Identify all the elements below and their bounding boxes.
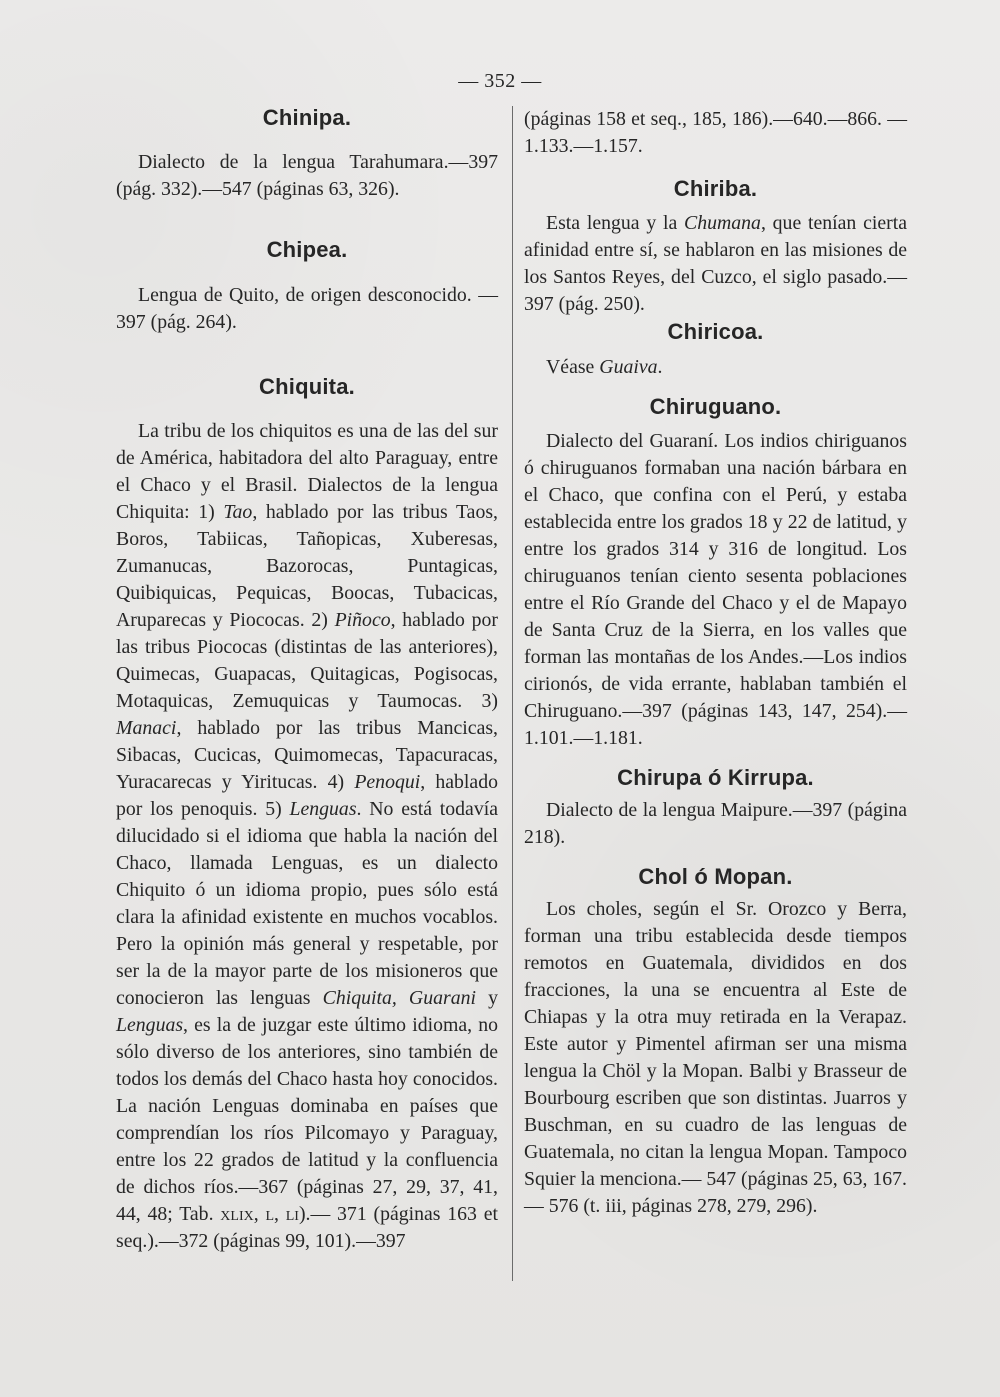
entry-chiruguano [524,394,907,752]
entry-title-chol: Chol ó Mopan. [638,864,793,890]
text-segment: , que tenían cierta afinidad entre sí, se hablaron en las misiones de los Santos Reyes, del Cuzco, el siglo pasado.—397 (pág. 250). [524,212,908,316]
entry-title-chipea: Chipea. [266,237,348,263]
italic-term: Lenguas [289,797,357,820]
text-segment: , [253,1202,266,1225]
entry-text-chiquita [116,418,498,1255]
entry-text-chiriba [524,210,907,318]
italic-term: Manaci [116,716,177,739]
continued-text: (páginas 158 et seq., 185, 186).—640.—866. —1.133.—1.157. [524,108,907,157]
entry-text-chinipa: Dialecto de la lengua Tarahumara.—397 (pág. 332).—547 (páginas 63, 326). [116,151,498,201]
entry-title-chiricoa: Chiricoa. [667,319,764,345]
text-segment: , es la de juzgar este último idioma, no sólo diverso de los anteriores, sino también de todos los demás del Chaco hasta hoy conocidos. La nación Lenguas dominaba en países que comprendían los ríos Pilcomayo y Paraguay, entre los 22 grados de latitud y la confluencia de dichos ríos.—367 (páginas 27, 29, 37, 41, 44, 48; Tab. [116,1013,498,1225]
entry-text-chipea: Lengua de Quito, de origen desconocido. —397 (pág. 264). [116,283,498,333]
text-segment: Esta lengua y la [546,212,685,235]
entry-text-chiruguano: Dialecto del Guaraní. Los indios chiriguanos ó chiruguanos formaban una nación bárbara en el Chaco, que confina con el Perú, y estaba establecida entre los grados 18 y 22 de latitud, y entre los grados 314 y 316 de longitud. Los chiruguanos tenían ciento sesenta poblaciones entre el Río Grande del Chaco y el de Mapayo de Santa Cruz de la Sierra, en los valles que forman las montañas de los Andes.—Los indios cirionós, de vida errante, hablaban también el Chiruguano.—397 (páginas 143, 147, 254).—1.101.—1.181. [524,429,907,749]
entry-title-chinipa: Chinipa. [262,105,352,130]
right-column [524,98,907,1220]
text-segment: , [274,1202,286,1225]
entry-chinipa [116,105,498,203]
entry-chol [524,864,907,1220]
italic-term: Chumana [684,212,761,235]
roman-numeral: l [265,1202,275,1225]
entry-title-chiquita: Chiquita. [259,373,355,399]
entry-chipea [116,237,498,335]
italic-term: Piñoco [334,608,391,631]
italic-term: Penoqui [354,770,421,793]
roman-numeral: li [285,1202,299,1225]
entry-title-chiriba: Chiriba. [673,176,758,201]
entry-text-chol: Los choles, según el Sr. Orozco y Berra, forman una tribu establecida desde tiempos remotos en Guatemala, divididos en dos fracciones, la una se encuentra al Este de Chiapas y la otra muy retirada en la Verapaz. Este autor y Pimentel afirman ser una misma lengua la Chöl y la Mopan. Balbi y Brasseur de Bourbourg escriben que son distintas. Juarros y Buschman, en su cuadro de las lenguas de Guatemala, no citan la lengua Mopan. Tampoco Squier la menciona.— 547 (páginas 25, 63, 167.— 576 (t. iii, páginas 278, 279, 296). [524,898,907,1218]
entry-chiriba [524,176,907,318]
text-segment: , hablado por las tribus Mancicas, Sibacas, Cucicas, Quimomecas, Tapacuracas, Yuracarecas y Yiritucas. 4) [116,716,498,793]
entry-text-chiricoa [524,354,907,381]
text-segment: ).— 371 (páginas 163 et seq.).—372 (páginas 99, 101).—397 [116,1202,498,1252]
column-divider [512,106,513,1281]
text-segment: Véase [546,355,600,378]
page-number: — 352 — [458,70,542,92]
italic-term: Chiquita, Guarani [322,986,476,1009]
entry-title-chirupa: Chirupa ó Kirrupa. [617,764,814,790]
text-segment: , hablado por las tribus Piococas (distintas de las anteriores), Quimecas, Guapacas, Quitagicas, Pogisocas, Motaquicas, Zemuquicas y Taumocas. 3) [116,608,498,712]
entry-chiricoa [524,319,907,380]
text-segment: , hablado por los penoquis. 5) [116,770,498,820]
text-segment: y [475,986,498,1009]
entry-text-chirupa: Dialecto de la lengua Maipure.—397 (página 218). [524,799,907,849]
left-column [116,98,498,1255]
italic-term: Lenguas [116,1013,184,1036]
entry-chirupa [524,765,907,851]
text-segment: La tribu de los chiquitos es una de las del sur de América, habitadora del alto Paraguay, entre el Chaco y el Brasil. Dialectos de la lengua Chiquita: 1) [116,419,498,523]
text-segment: . No está todavía dilucidado si el idioma que habla la nación del Chaco, llamada Lenguas, es un dialecto Chiquito ó un idioma propio, pues sólo está clara la afinidad existente en muchos vocablos. Pero la opinión más general y respetable, por ser la de la mayor parte de los misioneros que conocieron las lenguas [116,797,498,1009]
entry-chiquita [116,374,498,1255]
roman-numeral: xlix [220,1202,254,1225]
text-segment: , hablado por las tribus Taos, Boros, Tabiicas, Tañopicas, Xuberesas, Zumanucas, Bazorocas, Puntagicas, Quibiquicas, Pequicas, Boocas, Tubacicas, Aruparecas y Piococas. 2) [116,500,498,631]
text-segment: . [657,355,663,378]
italic-term: Tao [223,500,253,523]
entry-title-chiruguano: Chiruguano. [649,393,782,419]
italic-term: Guaiva [599,355,658,378]
